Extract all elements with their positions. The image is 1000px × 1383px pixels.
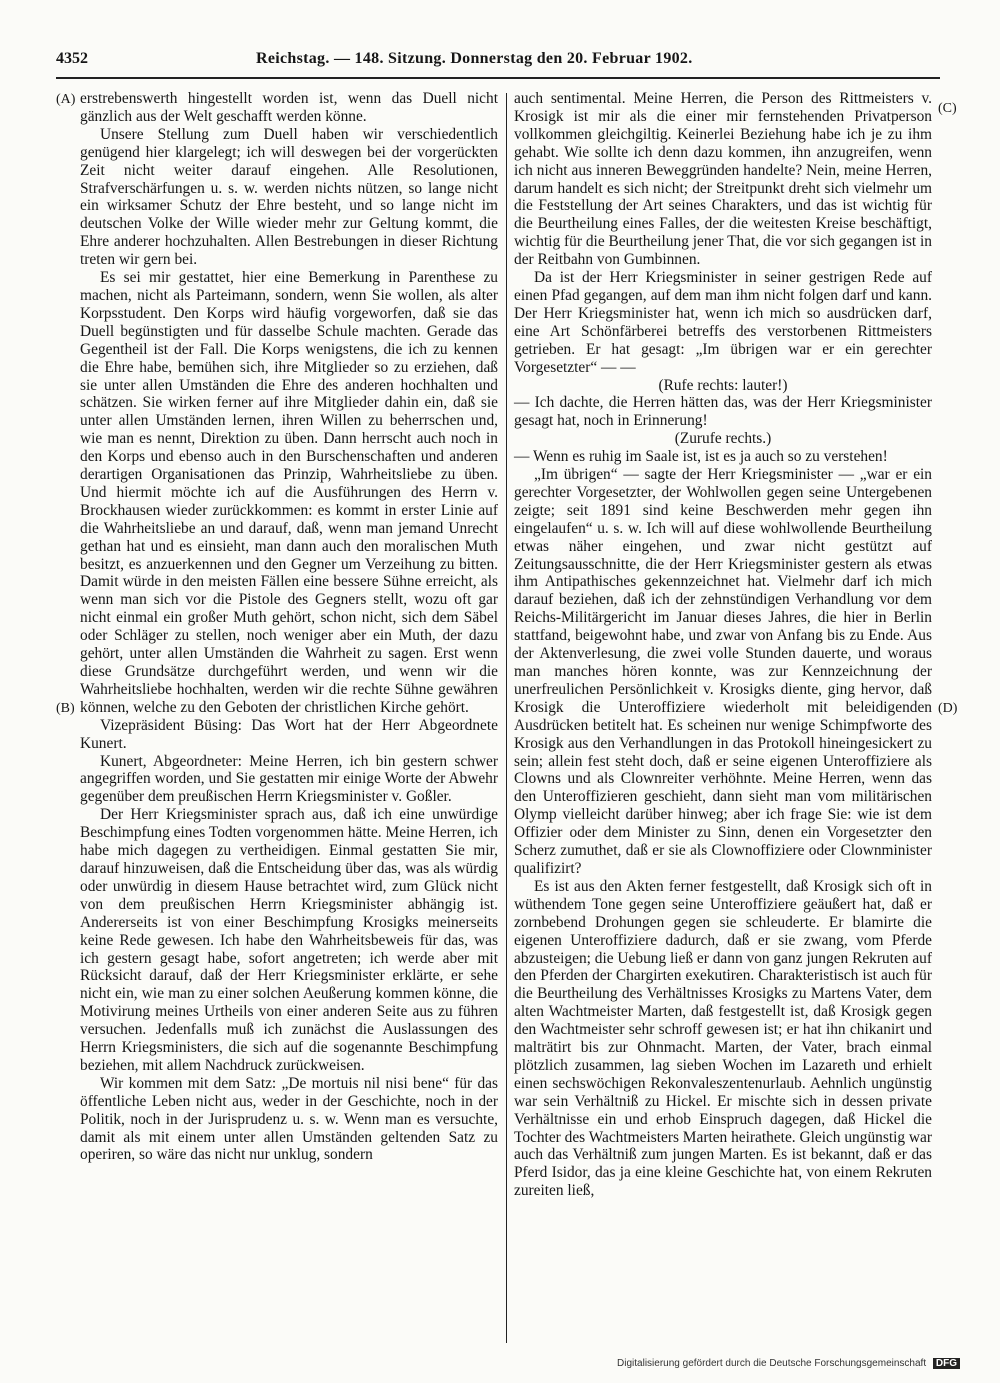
page-header (56, 50, 940, 74)
page-number: 4352 (56, 50, 88, 67)
paragraph: Es sei mir gestattet, hier eine Bemerkung in Parenthese zu machen, nicht als Parteimann, sondern, wenn Sie wollen, als alter Korpsstudent. Den Korps wird häufig vorgeworfen, daß sie das Duell begünstigten und für dasselbe Schule machten. Gerade das Gegentheil ist der Fall. Die Korps wenigstens, die ich zu kennen die Ehre habe, bemühen sich, ihre Mitglieder so zu erziehen, daß sie unter allen Umständen die Ehre des anderen hochhalten und schätzen. Sie wirken ferner auf ihre Mitglieder dahin ein, daß sie unter allen Umständen lernen, ihren Willen zu beherrschen und, wie man es nennt, Direktion zu üben. Dann herrscht auch noch in den Korps und ebenso auch in den Burschenschaften und anderen derartigen Organisationen das Prinzip, Wahrheitsliebe zu üben. Und hiermit möchte ich auf die Ausführungen des Herrn v. Brockhausen wieder zurückkommen: es kommt in erster Linie auf die Wahrheitsliebe an und darauf, daß, wenn man jemand Unrecht gethan hat und es einsieht, man dann auch den moralischen Muth besitzt, es anzuerkennen und den Gegner um Verzeihung zu bitten. Damit würde in den meisten Fällen eine bessere Sühne erreicht, als wenn man sich vor die Pistole des Gegners stellt, wozu oft gar nicht einmal ein großer Muth gehört, schon nicht, sich dem Säbel oder Schläger zu stellen, noch weniger aber ein Muth, der dazu gehört, unter allen Umständen die Wahrheit zu sagen. Erst wenn diese Grundsätze durchgeführt werden, und wenn wir die Wahrheitsliebe hochhalten, werden wir die rechte Sühne gewähren können, welche zu den Geboten der christlichen Kirche gehört. (80, 269, 498, 716)
margin-marker-d: (D) (938, 701, 958, 716)
interjection: (Zurufe rechts.) (674, 430, 772, 448)
margin-marker-c: (C) (938, 101, 957, 116)
paragraph: „Im übrigen“ — sagte der Herr Kriegsminister — „war er ein gerechter Vorgesetzter, der Wohlwollen gegen seine Untergebenen zeigte; seit 1891 sind keine Beschwerden mehr gegen ihn eingelaufen“ u. s. w. Ich will auf diese wohlwollende Beurtheilung etwas näher eingehen, und zwar nicht gestützt auf Zeitungsausschnitte, die der Herr Kriegsminister gestern als etwas ihm Antipathisches gekennzeichnet hat. Vielmehr darf ich mich darauf beziehen, daß ich der zehnstündigen Verhandlung vor dem Reichs-Militärgericht im Januar dieses Jahres, die hier in Berlin stattfand, beigewohnt habe, und zwar von Anfang bis zu Ende. Aus der Aktenverlesung, die zwei volle Stunden dauerte, und woraus man manches hören konnte, was zur Kennzeichnung der unerfreulichen Persönlichkeit v. Krosigks diente, ging hervor, daß Krosigk die Unteroffiziere wiederholt mit beleidigenden Ausdrücken betitelt hat. Es scheinen nur wenige Schimpfworte des Krosigk aus den Verhandlungen in das Protokoll hineingesickert zu sein; allein fest steht doch, daß er seine eigenen Unteroffiziere als Clowns und als Clownreiter verhöhnte. Meine Herren, wenn das den Unteroffizieren geschieht, dann sieht man vom militärischen Olymp vielleicht darüber hinweg; aber ich frage Sie: wie ist dem Offizier oder dem Minister zu Sinn, denen ein Vorgesetzter den Scherz zumuthet, daß er sie als Clownoffiziere oder Clownminister qualifizirt? (514, 466, 932, 877)
credit-text: Digitalisierung gefördert durch die Deutsche Forschungsgemeinschaft (617, 1358, 927, 1369)
dfg-logo: DFG (933, 1358, 960, 1369)
margin-marker-a: (A) (56, 92, 76, 107)
left-column (80, 90, 498, 1164)
paragraph: Unsere Stellung zum Duell haben wir verschiedentlich genügend hier klargelegt; ich will deswegen bei der vorgerückten Zeit nicht weiter darauf eingehen. Alle Resolutionen, Strafverschärfungen u. s. w. werden nichts nützen, so lange nicht ein wirksamer Schutz der Ehre besteht, und so lange nicht im deutschen Volke der Wille wieder mehr zur Geltung kommt, die Ehre anderer hochzuhalten. Allen Bestrebungen in dieser Richtung treten wir gern bei. (80, 125, 498, 269)
interjection: (Rufe rechts: lauter!) (658, 376, 788, 394)
paragraph: erstrebenswerth hingestellt worden ist, wenn das Duell nicht gänzlich aus der Welt geschafft werden könne. (80, 90, 498, 125)
right-column (514, 90, 932, 1200)
paragraph: Es ist aus den Akten ferner festgestellt, daß Krosigk sich oft in wüthendem Tone gegen seine Unteroffiziere geäußert hat, daß er zornbebend Drohungen gegen sie schleuderte. Er blamirte die eigenen Unteroffiziere dadurch, daß er sie zwang, vom Pferde abzusteigen; die Uebung ließ er dann von ganz jungen Rekruten auf den Pferden der Chargirten exekutiren. Charakteristisch ist auch für die Beurtheilung des Verhältnisses Krosigks zu Martens Vater, dem alten Wachtmeister Marten, daß festgestellt ist, daß Krosigk gegen den Wachtmeister sehr schroff gewesen ist; er hat ihn chikanirt und malträtirt bis zur Ohnmacht. Marten, der Vater, brach einmal plötzlich zusammen, lag sieben Wochen im Lazareth und erhielt einen sechswöchigen Rekonvaleszentenurlaub. Aehnlich ungünstig war sein Verhältniß zu Hickel. Er mischte sich in dessen private Verhältnisse ein und erhob Einspruch dagegen, daß Hickel die Tochter des Wachtmeisters Marten heirathete. Gleich ungünstig war auch das Verhältniß zum jungen Marten. Es ist bekannt, daß er das Pferd Isidor, das ja eine kleine Geschichte hat, von einem Rekruten zureiten ließ, (514, 877, 932, 1200)
margin-marker-b: (B) (56, 701, 75, 716)
paragraph: Der Herr Kriegsminister sprach aus, daß ich eine unwürdige Beschimpfung eines Todten vorgenommen hätte. Meine Herren, ich habe mich dagegen zu vertheidigen. Einmal gestatten Sie mir, darauf hinzuweisen, daß die Entscheidung über das, was als würdig oder unwürdig in diesem Hause betrachtet wird, zum Glück nicht von dem preußischen Herrn Kriegsminister abhängig ist. Andererseits ist von einer Beschimpfung Krosigks meinerseits keine Rede gewesen. Ich habe den Wahrheitsbeweis für das, was ich gestern gesagt habe, sofort angetreten; ich werde aber mit Rücksicht darauf, daß der Herr Kriegsminister erklärte, er sehe nicht ein, wie man zu einer solchen Aeußerung kommen könne, die Motivirung meines Urtheils von einer anderen Seite aus zu führen versuchen. Jedenfalls muß ich zunächst die Auslassungen des Herrn Kriegsministers, die sich auf die sogenannte Beschimpfung beziehen, mit allem Nachdruck zurückweisen. (80, 806, 498, 1074)
running-title: Reichstag. — 148. Sitzung. Donnerstag den 20. Februar 1902. (256, 50, 693, 67)
paragraph: — Ich dachte, die Herren hätten das, was der Herr Kriegsminister gesagt hat, noch in Erinnerung! (514, 394, 932, 430)
digitization-credit (617, 1358, 960, 1369)
paragraph: Wir kommen mit dem Satz: „De mortuis nil nisi bene“ für das öffentliche Leben nicht aus, weder in der Geschichte, noch in der Politik, noch in der Jurisprudenz u. s. w. Wenn man es versuchte, damit als mit einem unter allen Umständen geltenden Satz zu operiren, so wäre das nicht nur unklug, sondern (80, 1074, 498, 1164)
column-divider (506, 93, 507, 1343)
paragraph: Da ist der Herr Kriegsminister in seiner gestrigen Rede auf einen Pfad gegangen, auf dem man ihm nicht folgen darf und kann. Der Herr Kriegsminister hat, wenn ich mich so ausdrücken darf, eine Art Schönfärberei betreffs des verstorbenen Rittmeisters getrieben. Er hat gesagt: „Im übrigen war er ein gerechter Vorgesetzter“ — — (514, 269, 932, 376)
paragraph: — Wenn es ruhig im Saale ist, ist es ja auch so zu verstehen! (514, 448, 888, 466)
header-rule (56, 77, 940, 79)
paragraph: auch sentimental. Meine Herren, die Person des Rittmeisters v. Krosigk ist mir als die einer mir fernstehenden Privatperson vollkommen gleichgiltig. Keinerlei Beziehung habe ich je zu ihm gehabt. Wie sollte ich denn dazu kommen, ihn anzugreifen, wenn ich nicht aus inneren Beweggründen handelte? Nein, meine Herren, darum handelt es sich nicht; der Streitpunkt dreht sich vielmehr um die Feststellung der Art seines Charakters, und das ist wichtig für die Beurtheilung eines Falles, der die weitesten Kreise beschäftigt, wichtig für die Beurtheilung jener That, die vor sich gegangen ist in der Reitbahn von Gumbinnen. (514, 90, 932, 269)
paragraph: Kunert, Abgeordneter: Meine Herren, ich bin gestern schwer angegriffen worden, und Sie gestatten mir einige Worte der Abwehr gegenüber dem preußischen Herrn Kriegsminister v. Goßler. (80, 752, 498, 806)
paragraph: Vizepräsident Büsing: Das Wort hat der Herr Abgeordnete Kunert. (80, 716, 498, 752)
